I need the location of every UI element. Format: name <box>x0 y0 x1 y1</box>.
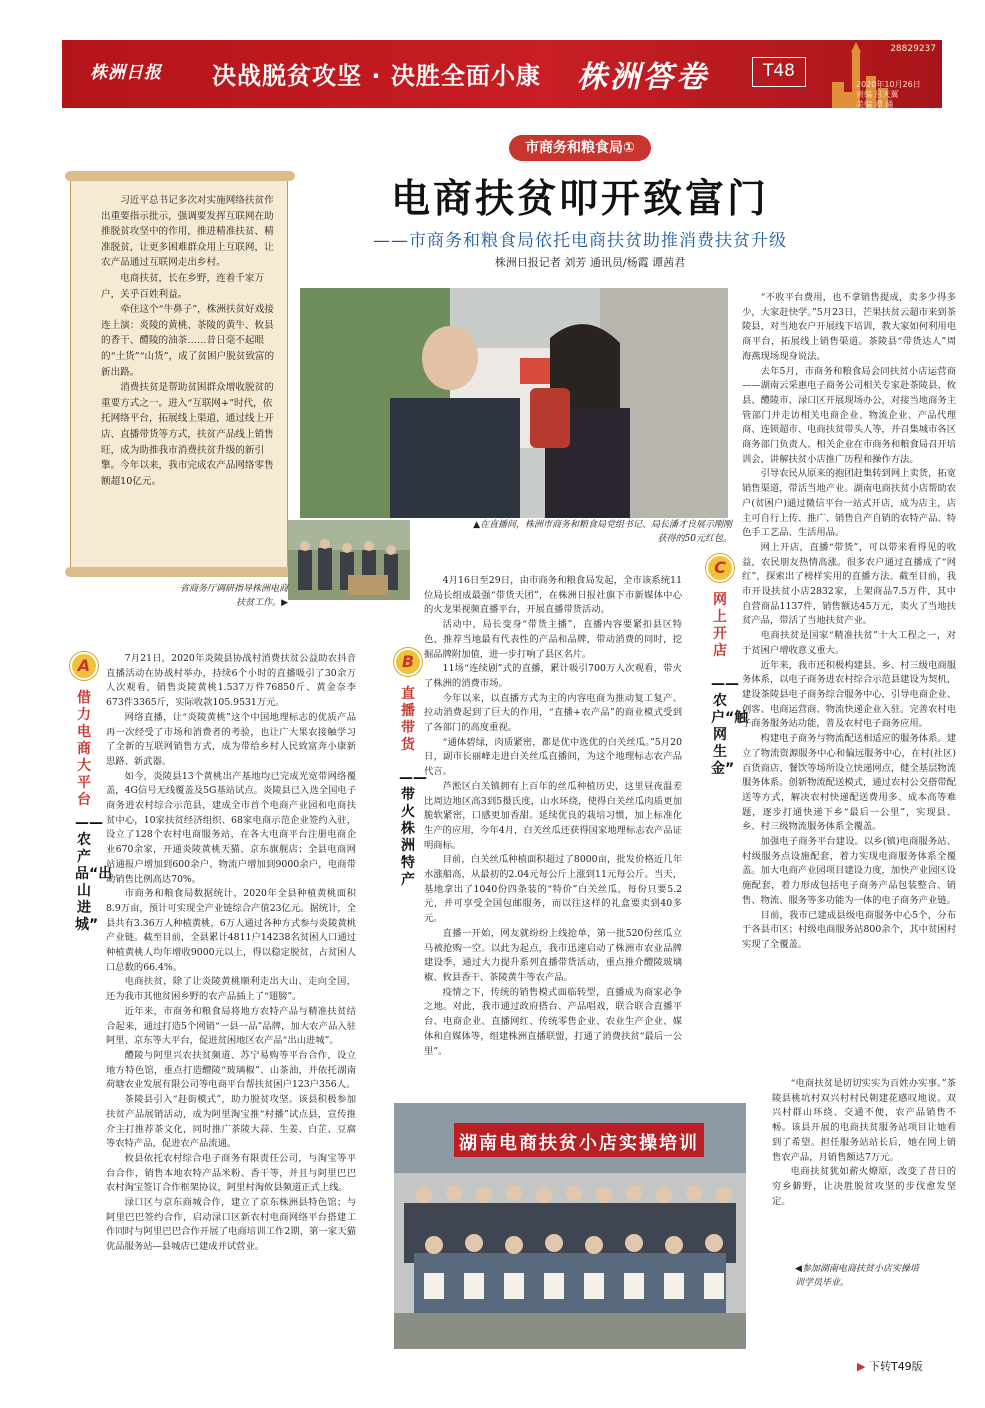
body-paragraph: 加强电子商务平台建设。以乡(镇)电商服务站、村级服务点设施配套，着力实现电商服务体系全覆盖。加大电商产业园项目建设力度，加快产业园区设施配套，着力形成包括电子商务产品包装整合、销售、物流、服务等多功能为一体的电子商务产业链。 <box>742 836 956 906</box>
masthead-slogan: 决战脱贫攻坚 · 决胜全面小康 <box>212 62 541 90</box>
body-paragraph: “通体碧绿，肉质紧密，都是优中选优的白关丝瓜。”5月20日，副市长丽峰走进白关丝瓜直播间，为这个地理标志农产品代言。 <box>424 736 682 778</box>
body-paragraph: 网络直播，让“炎陵黄桃”这个中国地理标志的优质产品再一次经受了市场和消费者的考验，也让广大果农接触学习了全新的互联网销售方式，成为带给乡村人民致富奔小康新思路、新武器。 <box>106 711 356 767</box>
body-paragraph: 引导农民从原来的抱团赶集转到网上卖货，拓宽销售渠道，带活当地产业。湖南电商扶贫小店帮助农户(贫困户)通过微信平台一站式开店，成为店主，店主可自行上传、推广、销售自产自销的农特产品、特色手工艺品、生活用品。 <box>742 468 956 539</box>
arrow-right-icon: ▶ <box>857 1360 866 1373</box>
body-paragraph: 醴陵与阿里兴农扶贫频道、苏宁易购等平台合作，设立地方特色馆，重点打造醴陵“玻璃椒”、山茶油，并依托湖南荷塘农业发展有限公司等电商平台帮扶贫困户123户356人。 <box>106 1049 356 1091</box>
section-b-body <box>424 574 682 1059</box>
headline: 电商扶贫叩开致富门 <box>390 177 769 222</box>
small-photo-caption: 省商务厅调研指导株洲电商扶贫工作。▶ <box>180 584 289 608</box>
body-paragraph: 直播一开始，网友就纷纷上线抢单，第一批520份丝瓜立马被抢购一空。以此为起点，我市迅速启动了株洲市农业品牌建设季，通过大力提升系列直播带货活动，重点推介醴陵玻璃椒、攸县香干、茶陵黄牛等农产品。 <box>424 927 682 983</box>
section-b-marker: B <box>394 648 422 676</box>
body-paragraph: 构建电子商务与物流配送相适应的服务体系。建立了物流资源服务中心和偏远服务中心，在村(社区)百货商店、餐饮等场所设立快递网点，健全基层物流服务体系。创新物流配送模式，通过农村公交搭带配送等方式，解决农村快递配送费用多、成本高等难题，逐步打通快递下乡“最后一公里”，实现县、乡、村三级物流服务体系全覆盖。 <box>742 733 956 833</box>
section-c-subtitle: ——农户“触网生金” <box>711 676 749 777</box>
body-paragraph: 目前，白关丝瓜种植面积超过了8000亩，批发价格近几年水涨船高，从最初的2.04元每公斤上涨到11元每公斤。当天，基地拿出了1040份四条装的“特价”白关丝瓜，每份只要5.2元，并可享受全国包邮服务，而以往这样的礼盒要卖到40多元。 <box>424 854 682 925</box>
section-b-subtitle: ——带火株洲特产 <box>399 770 427 888</box>
body-paragraph: 近年来，我市还积极构建县、乡、村三级电商服务体系，以电子商务进农村综合示范县建设为契机，建设茶陵县电子商务综合服务中心，引导电商企业、创客、电商运营商、物流快递企业入驻。完善农村电子商务服务站功能，普及农村电子商务应用。 <box>742 659 956 730</box>
continued-next-page <box>857 1358 923 1374</box>
scroll-bottom-roll <box>65 567 295 577</box>
intro-paragraph: 牵住这个“牛鼻子”，株洲扶贫好戏接连上演：炎陵的黄桃、茶陵的黄牛、攸县的香干、醴陵的油茶……昔日毫不起眼的“土货”“山货”，成了贫困户脱贫致富的新出路。 <box>101 304 275 378</box>
page-number: T48 <box>752 57 806 87</box>
body-paragraph: 近年来，市商务和粮食局将地方农特产品与精准扶贫结合起来，通过打造5个网销“一县一品”品牌，加大农产品入驻阿里、京东等大平台，促进贫困地区农产品“出山进城”。 <box>106 1005 356 1047</box>
paper-name: 株洲日报 <box>90 63 162 83</box>
section-a-marker: A <box>70 652 98 680</box>
masthead <box>62 40 942 108</box>
publication-info <box>856 80 936 110</box>
body-paragraph: 电商扶贫犹如薪火燎原，改变了昔日的穷乡僻野，让决胜脱贫攻坚的步伐愈发坚定。 <box>772 1166 956 1207</box>
intro-paragraph: 电商扶贫，长在乡野，连着千家万户，关乎百姓利益。 <box>101 272 265 300</box>
phone-number: 28829237 <box>890 44 936 54</box>
section-a-subtitle: ——农产品“出山进城” <box>75 815 113 933</box>
masthead-signature: 株洲答卷 <box>577 60 709 95</box>
main-photo-caption: ▲在直播间，株洲市商务和粮食局党组书记、局长潘才良展示刚刚获得的50元红包。 <box>473 520 732 544</box>
intro-text <box>101 193 275 489</box>
body-paragraph: 电商扶贫，除了让炎陵黄桃顺利走出大山、走向全国，还为我市其他贫困乡野的农产品插上了“翅膀”。 <box>106 976 356 1003</box>
livestream-photo-illustration <box>300 288 728 518</box>
body-paragraph: 今年以来，以直播方式为主的内容电商为推动复工复产、拉动消费起到了巨大的作用，“直播+农产品”的商业模式受到了各部门的高度重视。 <box>424 692 682 734</box>
section-a-title: 借力电商大平台 <box>77 690 91 808</box>
body-paragraph: 如今，炎陵县13个黄桃出产基地均已完成光宽带网络覆盖，4G信号无线覆盖及5G基站试点。炎陵县已入选全国电子商务进农村综合示范县，建成全市首个电商产业园和电商扶贫中心，10家扶贫经济组织、68家电商示范企业签约入驻，设立了128个农村电商服务站，在各大电商平台注册电商企业670余家，开通炎陵黄桃天猫、京东旗舰店；全县电商网站通报户增加到600余户、物流户增加到9000余户，电商带动销售比例高达70%。 <box>106 770 356 885</box>
byline: 株洲日报记者 刘芳 通讯员/杨霞 谭茜君 <box>494 256 686 269</box>
body-paragraph: 去年5月，市商务和粮食局会同扶贫小店运营商——湖南云采惠电子商务公司相关专家赴茶陵县、攸县、醴陵市、渌口区开展现场办公，对接当地商务主管部门并走访相关电商企业、物流企业、产品代理商、连锁超市、电商扶贫带头人等，并召集城市各区商务部门负责人、相关企业在市商务和粮食局召开培训会，讲解扶贫小店推广历程和操作方法。 <box>742 365 956 465</box>
body-paragraph: 活动中，局长变身“带货主播”，直播内容要紧扣县区特色，推荐当地最有代表性的产品和品牌，带动消费的同时，挖掘品牌附加值，进一步打响了县区名片。 <box>424 619 682 660</box>
intro-scroll-box <box>70 178 288 570</box>
section-c-title: 网上开店 <box>713 592 727 659</box>
section-b-title: 直播带货 <box>401 686 415 753</box>
body-paragraph: “电商扶贫是切切实实为百姓办实事。”茶陵县桃坑村双兴村村民朝建花感叹地说。双兴村群山环绕、交通不便，农产品销售不畅。该县开展的电商扶贫服务站项目让她看到了希望。担任服务站站长后，她在网上销售农产品，月销售额达7万元。 <box>772 1078 956 1163</box>
body-paragraph: 7月21日，2020年炎陵县协战村消费扶贫公益助农抖音直播活动在协战村举办，持续6个小时的直播吸引了30余万人次观看，销售炎陵黄桃1.537万件76850斤、黄金奈李673件3365斤，实际收款105.9531万元。 <box>106 653 356 709</box>
body-paragraph: 渌口区与京东商城合作，建立了京东株洲县特色馆；与阿里巴巴签约合作，启动渌口区新农村电商网络平台搭建工作同时与阿里巴巴合作开展了电商培训工作2期，第一家天猫优品服务站—县城店已建成并试营业。 <box>106 1197 356 1253</box>
body-paragraph: 市商务和粮食局数据统计，2020年全县种植黄桃面积8.9万亩，预计可实现全产业链综合产值23亿元。据统计，全县共有3.36万人种植黄桃，6万人通过各种方式参与炎陵黄桃产业链。截至目前，全县累计4811户14238名贫困人口通过种植黄桃人均年增收9000元以上，得以稳定脱贫，占贫困人口总数的66.4%。 <box>106 888 356 973</box>
section-c-marker: C <box>706 554 734 582</box>
section-c-body <box>742 291 956 953</box>
body-paragraph: 4月16日至29日，由市商务和粮食局发起，全市该系统11位局长组成最强“带货天团”，在株洲日报社旗下市新媒体中心的火龙果视频直播平台，开展直播带货活动。 <box>424 575 682 616</box>
intro-paragraph: 消费扶贫是帮助贫困群众增收脱贫的重要方式之一。进入“互联网+”时代，依托网络平台，拓展线上渠道，通过线上开店、直播带货等方式，扶贫产品线上销售旺，成为助推我市消费扶贫升级的新引擎。今年以来，我市完成农产品网络零售额超10亿元。 <box>101 382 274 487</box>
inspection-photo <box>288 520 410 600</box>
body-paragraph: 网上开店，直播“带货”，可以带来看得见的收益，农民朋友热情高涨。很多农户通过直播成了“网红”，探索出了榜样实用的直播方法。截至目前，我市开设扶贫小店2832家，上架商品7.5万件，其中自营商品1137件，销售额达45万元，卖火了当地扶贫产品，带活了当地扶贫产业。 <box>742 541 956 627</box>
body-paragraph: 攸县依托农村综合电子商务有限责任公司，与淘宝等平台合作，销售本地农特产品米粉、香干等，并且与阿里巴巴农村淘宝签订合作框架协议，阿里村淘攸县频道正式上线。 <box>106 1152 356 1194</box>
training-group-photo <box>394 1103 746 1349</box>
body-paragraph: 疫情之下，传统的销售模式面临转型，直播成为商家必争之地。对此，我市通过政府搭台、产品唱戏，联合联合直播平台、电商企业、直播网红、传统零售企业、农业生产企业、媒体和自媒体等，组建株洲直播联盟，打通了消费扶贫“最后一公里”。 <box>424 986 682 1057</box>
training-banner-text: 湖南电商扶贫小店实操培训 <box>459 1133 699 1154</box>
section-c-body-continued <box>772 1077 956 1209</box>
subheadline: ——市商务和粮食局依托电商扶贫助推消费扶贫升级 <box>373 231 787 251</box>
inspection-photo-illustration <box>288 520 410 600</box>
section-a-body <box>106 652 356 1255</box>
group-photo-caption: ◀参加湖南电商扶贫小店实操培训学员毕业。 <box>795 1264 919 1288</box>
editor-credit: 责编 吕天翼 <box>856 90 899 99</box>
publication-date: 2020年10月26日 <box>856 80 921 89</box>
body-paragraph: “不收平台费用，也不拿销售提成，卖多少得多少，大家赶快学。”5月23日，芒果扶贫云超市来到茶陵县，对当地农户开展线下培训，教大家如何利用电商平台，拓展线上销售渠道。茶陵县“带货达人”周海燕现场现身说法。 <box>742 292 956 362</box>
body-paragraph: 电商扶贫是国家“精准扶贫”十大工程之一，对于贫困户增收意义重大。 <box>742 630 956 656</box>
scroll-top-roll <box>65 171 295 181</box>
continued-label: 下转T49版 <box>868 1360 923 1373</box>
intro-paragraph: 习近平总书记多次对实施网络扶贫作出重要指示批示，强调要发挥互联网在助推脱贫攻坚中的作用，推进精准扶贫、精准脱贫，让更多困难群众用上互联网，让农产品通过互联网走出乡村。 <box>101 195 274 269</box>
department-badge: 市商务和粮食局① <box>509 135 651 161</box>
body-paragraph: 11场“连续剧”式的直播，累计吸引700万人次观看，带火了株洲的消费市场。 <box>424 663 682 689</box>
body-paragraph: 目前，我市已建成县级电商服务中心5个，分布于各县市区；村级电商服务站800余个，其中贫困村实现了全覆盖。 <box>742 909 956 950</box>
designer-credit: 美编 谭 涌 <box>856 100 894 109</box>
body-paragraph: 茶陵县引入“赶街模式”，助力脱贫攻坚。该县积极参加扶贫产品展销活动，成为阿里淘宝推“村播”试点县，宣传推介主打推荐茶文化，同时推广茶陵大蒜、生姜、白芷、豆腐等农特产品，促进农产品流通。 <box>106 1094 356 1150</box>
body-paragraph: 芦淞区白关镇拥有上百年的丝瓜种植历史，这里昼夜温差比周边地区高3到5摄氏度，山水环绕，使得白关丝瓜肉质更加脆软紧密，口感更加香甜。延续优良的栽培习惯，加上标准化生产的应用，今年4月，白关丝瓜还获得国家地理标志农产品证明商标。 <box>424 780 682 851</box>
livestream-photo <box>300 288 728 518</box>
